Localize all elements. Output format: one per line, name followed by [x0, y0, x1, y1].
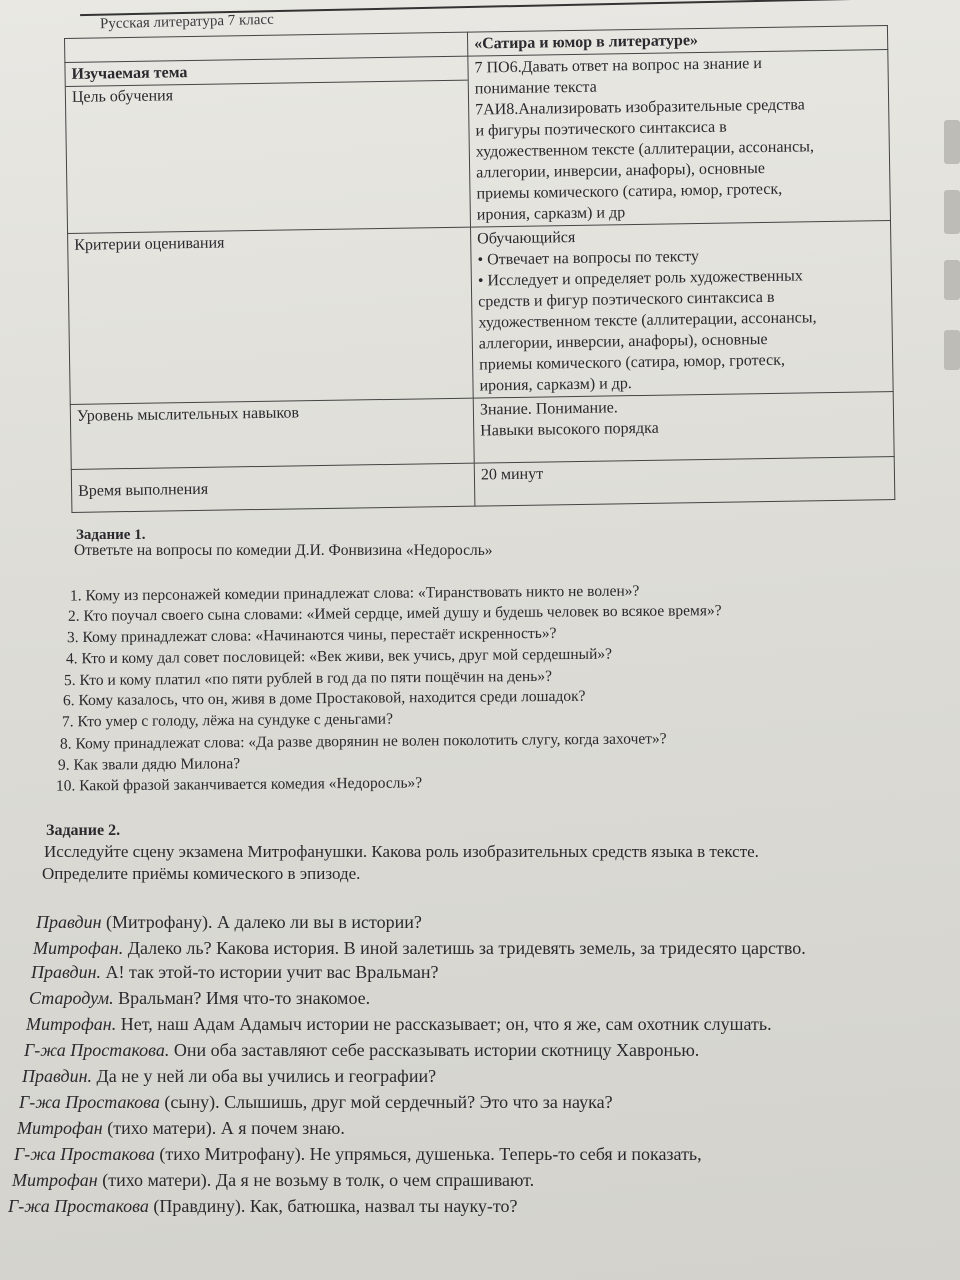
page-header: Русская литература 7 класс — [99, 11, 274, 33]
speaker-name: Правдин — [36, 912, 102, 932]
cell-line: 20 минут — [480, 465, 544, 484]
speaker-name: Митрофан — [12, 1170, 98, 1190]
cell-line: и фигуры поэтического синтаксиса в — [475, 118, 727, 140]
line-text: А! так этой-то истории учит вас Вральман? — [101, 962, 439, 982]
cell-line: приемы комического (сатира, юмор, гротеск, — [476, 180, 783, 203]
speaker-name: Правдин. — [31, 962, 102, 982]
cell-line: приемы комического (сатира, юмор, гротеск, — [479, 351, 786, 374]
punch-hole — [944, 330, 960, 370]
line-text: (тихо матери). Да я не возьму в толк, о чем спрашивают. — [97, 1170, 535, 1190]
question-item: 3. Кому принадлежат слова: «Начинаются чины, перестаёт искренность»? — [66, 624, 557, 647]
task2-intro: Исследуйте сцену экзамена Митрофанушки. Какова роль изобразительных средств языка в тексте. — [44, 842, 759, 861]
speaker-name: Митрофан. — [26, 1014, 117, 1034]
row-label: Критерии оценивания — [68, 227, 474, 404]
cell-line: Навыки высокого порядка — [480, 419, 659, 440]
row-content — [468, 50, 891, 228]
cell-line: Знание. Понимание. — [479, 399, 618, 419]
section-title: «Сатира и юмор в литературе» — [467, 26, 887, 57]
line-text: (тихо Митрофану). Не упрямься, душенька. Теперь-то себя и показать, — [154, 1144, 702, 1164]
dialogue-line — [29, 988, 370, 1009]
cell-line: художественном тексте (аллитерации, ассонансы, — [475, 138, 815, 161]
dialogue-line — [8, 1196, 518, 1217]
question-item: 7. Кто умер с голоду, лёжа на сундуке с деньгами? — [61, 710, 394, 731]
dialogue-line — [14, 1144, 702, 1165]
speaker-name: Митрофан. — [33, 938, 124, 958]
question-item: 6. Кому казалось, что он, живя в доме Простаковой, находится среди лошадок? — [62, 687, 586, 710]
cell-line: • Отвечает на вопросы по тексту — [477, 248, 700, 269]
cell-line: 7АИ8.Анализировать изобразительные средства — [475, 96, 805, 119]
cell-line: средств и фигур поэтического синтаксиса в — [478, 288, 775, 311]
question-item: 2. Кто поучал своего сына словами: «Имей сердце, имей душу и будешь человек во всякое время»? — [67, 602, 722, 625]
cell-line: ирония, сарказм) и др. — [479, 375, 632, 395]
dialogue-line — [22, 1066, 436, 1087]
cell-line: Обучающийся — [477, 228, 576, 248]
cell-line: 7 ПО6.Давать ответ на вопрос на знание и — [474, 55, 763, 77]
line-text: (тихо матери). А я почем знаю. — [102, 1118, 345, 1138]
question-item: 10. Какой фразой заканчивается комедия «Недоросль»? — [55, 774, 423, 795]
speaker-name: Г-жа Простакова. — [24, 1040, 170, 1060]
row-content — [473, 392, 894, 464]
row-content — [471, 221, 894, 399]
cell-line: ирония, сарказм) и др — [476, 204, 626, 224]
question-item: 5. Кто и кому платил «по пяти рублей в год да по пяти пощёчин на день»? — [63, 667, 552, 690]
table-row — [65, 50, 891, 234]
lesson-table — [64, 25, 895, 513]
line-text: Нет, наш Адам Адамыч истории не рассказывает; он, что я же, сам охотник слушать. — [116, 1014, 772, 1034]
task2-intro: Определите приёмы комического в эпизоде. — [42, 864, 361, 883]
line-text: (Митрофану). А далеко ли вы в истории? — [101, 912, 422, 932]
punch-hole — [944, 120, 960, 164]
question-item: 1. Кому из персонажей комедии принадлежат слова: «Тиранствовать никто не волен»? — [69, 582, 640, 605]
speaker-name: Митрофан — [17, 1118, 103, 1138]
task2-title: Задание 2. — [46, 822, 121, 839]
row-label: Изучаемая тема — [65, 57, 467, 87]
line-text: Да не у ней ли оба вы учились и географии? — [92, 1066, 437, 1086]
speaker-name: Г-жа Простакова — [19, 1092, 160, 1112]
dialogue-line — [33, 938, 806, 959]
line-text: (Правдину). Как, батюшка, назвал ты науку-то? — [148, 1196, 518, 1216]
line-text: Вральман? Имя что-то знакомое. — [113, 988, 371, 1008]
punch-hole — [944, 190, 960, 234]
row-label: Время выполнения — [71, 463, 475, 512]
speaker-name: Г-жа Простакова — [14, 1144, 155, 1164]
dialogue-line — [26, 1014, 772, 1035]
question-item: 4. Кто и кому дал совет пословицей: «Век живи, век учись, друг мой сердешный»? — [65, 645, 613, 668]
punch-hole — [944, 260, 960, 300]
cell-line: понимание текста — [474, 78, 597, 98]
speaker-name: Стародум. — [29, 988, 114, 1008]
cell-line: аллегории, инверсии, анафоры), основные — [476, 160, 766, 182]
task1-title: Задание 1. — [76, 527, 146, 543]
dialogue-line — [19, 1092, 613, 1113]
cell-line: художественном тексте (аллитерации, ассонансы, — [478, 309, 817, 332]
dialogue-line — [31, 962, 438, 983]
table-row — [68, 221, 894, 405]
cell-line: • Исследует и определяет роль художественных — [477, 267, 803, 290]
line-text: Они оба заставляют себе рассказывать истории скотницу Хавронью. — [169, 1040, 700, 1060]
speaker-name: Правдин. — [22, 1066, 93, 1086]
dialogue-line — [17, 1118, 345, 1139]
speaker-name: Г-жа Простакова — [8, 1196, 149, 1216]
row-content — [474, 457, 895, 507]
dialogue-line — [12, 1170, 534, 1191]
question-item: 9. Как звали дядю Милона? — [57, 755, 241, 774]
question-item: 8. Кому принадлежат слова: «Да разве дворянин не волен поколотить слугу, когда захочет»? — [59, 730, 667, 753]
cell-line: аллегории, инверсии, анафоры), основные — [478, 330, 768, 353]
line-text: Далеко ль? Какова история. В иной залетишь за тридевять земель, за тридесято царство. — [123, 938, 806, 958]
row-label: Уровень мыслительных навыков — [70, 398, 474, 469]
dialogue-line — [24, 1040, 699, 1061]
dialogue-line — [36, 912, 422, 933]
task1-intro: Ответьте на вопросы по комедии Д.И. Фонвизина «Недоросль» — [74, 542, 493, 559]
row-label: Цель обучения — [71, 87, 174, 106]
line-text: (сыну). Слышишь, друг мой сердечный? Это что за наука? — [159, 1092, 613, 1112]
